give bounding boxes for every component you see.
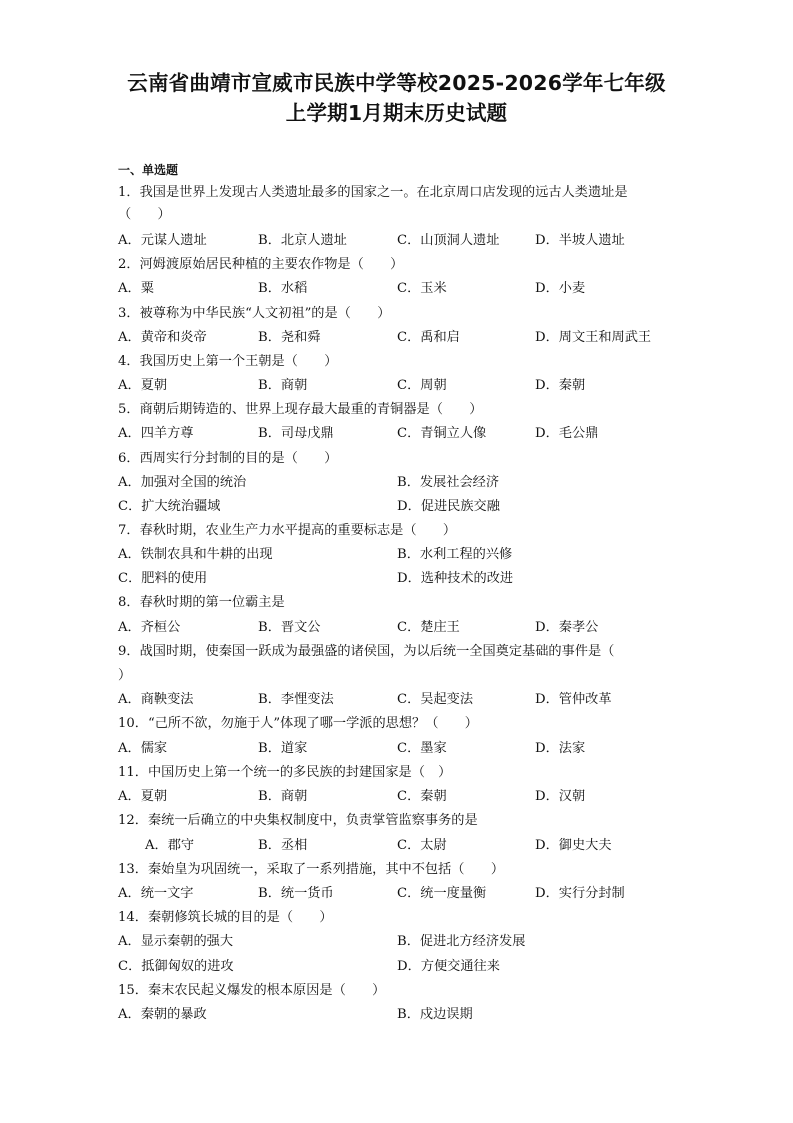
question-5-option-A: A．四羊方尊 [118,426,194,441]
question-12-option-B: B．丞相 [258,838,308,853]
question-1-stem-line-1: 1．我国是世界上发现古人类遗址最多的国家之一。在北京周口店发现的远古人类遗址是 [118,185,628,200]
question-10-option-D: D．法家 [535,741,586,756]
question-6-stem-line-1: 6．西周实行分封制的目的是（ ） [118,451,338,466]
question-7-option-C: C．肥料的使用 [118,571,208,586]
question-11-option-D: D．汉朝 [535,789,586,804]
question-8-option-B: B．晋文公 [258,620,321,635]
section-heading: 一、单选题 [118,163,179,177]
question-14-option-A: A．显示秦朝的强大 [118,934,234,949]
question-11-option-A: A．夏朝 [118,789,168,804]
question-6-option-D: D．促进民族交融 [397,499,500,514]
question-14-option-B: B．促进北方经济发展 [397,934,526,949]
question-12-option-D: D．御史大夫 [535,838,612,853]
question-9-stem-line-2: ） [118,668,132,683]
question-5-option-D: D．毛公鼎 [535,426,599,441]
question-6-option-A: A．加强对全国的统治 [118,475,247,490]
question-15-stem-line-1: 15．秦末农民起义爆发的根本原因是（ ） [118,983,386,998]
question-2-option-D: D．小麦 [535,281,586,296]
question-4-option-B: B．商朝 [258,378,308,393]
question-2-stem-line-1: 2．河姆渡原始居民种植的主要农作物是（ ） [118,257,404,272]
question-7-option-D: D．选种技术的改进 [397,571,514,586]
question-14-option-D: D．方便交通往来 [397,959,500,974]
question-14-option-C: C．抵御匈奴的进攻 [118,959,234,974]
question-14-stem-line-1: 14．秦朝修筑长城的目的是（ ） [118,910,333,925]
question-8-option-A: A．齐桓公 [118,620,181,635]
question-1-option-A: A．元谋人遗址 [118,233,207,248]
question-8-option-C: C．楚庄王 [397,620,460,635]
question-12-option-A: A．郡守 [145,838,195,853]
page-title-line-1: 云南省曲靖市宣威市民族中学等校2025-2026学年七年级 [127,71,666,95]
question-10-option-C: C．墨家 [397,741,447,756]
question-10-option-A: A．儒家 [118,741,168,756]
question-1-option-C: C．山顶洞人遗址 [397,233,500,248]
question-4-option-C: C．周朝 [397,378,447,393]
question-11-stem-line-1: 11．中国历史上第一个统一的多民族的封建国家是（ ） [118,765,452,780]
question-2-option-C: C．玉米 [397,281,447,296]
question-13-option-B: B．统一货币 [258,886,334,901]
question-15-option-A: A．秦朝的暴政 [118,1007,207,1022]
question-5-option-C: C．青铜立人像 [397,426,487,441]
question-2-option-B: B．水稻 [258,281,308,296]
question-13-stem-line-1: 13．秦始皇为巩固统一，采取了一系列措施，其中不包括（ ） [118,862,505,877]
question-9-option-A: A．商鞅变法 [118,692,194,707]
question-9-option-C: C．吴起变法 [397,692,474,707]
question-9-stem-line-1: 9．战国时期，使秦国一跃成为最强盛的诸侯国，为以后统一全国奠定基础的事件是（ [118,644,615,659]
question-4-option-A: A．夏朝 [118,378,168,393]
question-11-option-B: B．商朝 [258,789,308,804]
question-3-option-B: B．尧和舜 [258,330,321,345]
question-5-stem-line-1: 5．商朝后期铸造的、世界上现存最大最重的青铜器是（ ） [118,402,483,417]
question-3-option-A: A．黄帝和炎帝 [118,330,207,345]
question-1-option-D: D．半坡人遗址 [535,233,625,248]
question-9-option-D: D．管仲改革 [535,692,612,707]
question-10-option-B: B．道家 [258,741,308,756]
question-12-option-C: C．太尉 [397,838,447,853]
question-10-stem-line-1: 10．“己所不欲，勿施于人”体现了哪一学派的思想？（ ） [118,716,478,731]
question-13-option-D: D．实行分封制 [535,886,625,901]
question-1-stem-line-2: （ ） [118,207,171,222]
question-5-option-B: B．司母戊鼎 [258,426,334,441]
question-7-option-A: A．铁制农具和牛耕的出现 [118,547,273,562]
question-12-stem-line-1: 12．秦统一后确立的中央集权制度中，负责掌管监察事务的是 [118,813,478,828]
question-4-stem-line-1: 4．我国历史上第一个王朝是（ ） [118,354,338,369]
question-9-option-B: B．李悝变法 [258,692,334,707]
question-11-option-C: C．秦朝 [397,789,447,804]
question-13-option-A: A．统一文字 [118,886,194,901]
question-13-option-C: C．统一度量衡 [397,886,487,901]
question-4-option-D: D．秦朝 [535,378,586,393]
question-8-option-D: D．秦孝公 [535,620,599,635]
question-6-option-B: B．发展社会经济 [397,475,500,490]
page-title-line-2: 上学期1月期末历史试题 [285,101,508,125]
question-6-option-C: C．扩大统治疆域 [118,499,221,514]
question-3-option-C: C．禹和启 [397,330,460,345]
question-3-option-D: D．周文王和周武王 [535,330,652,345]
question-3-stem-line-1: 3．被尊称为中华民族“人文初祖”的是（ ） [118,306,391,321]
question-7-option-B: B．水利工程的兴修 [397,547,513,562]
question-1-option-B: B．北京人遗址 [258,233,347,248]
question-8-stem-line-1: 8．春秋时期的第一位霸主是 [118,595,285,610]
question-15-option-B: B．戍边误期 [397,1007,473,1022]
question-2-option-A: A．粟 [118,281,154,296]
question-7-stem-line-1: 7．春秋时期，农业生产力水平提高的重要标志是（ ） [118,523,457,538]
